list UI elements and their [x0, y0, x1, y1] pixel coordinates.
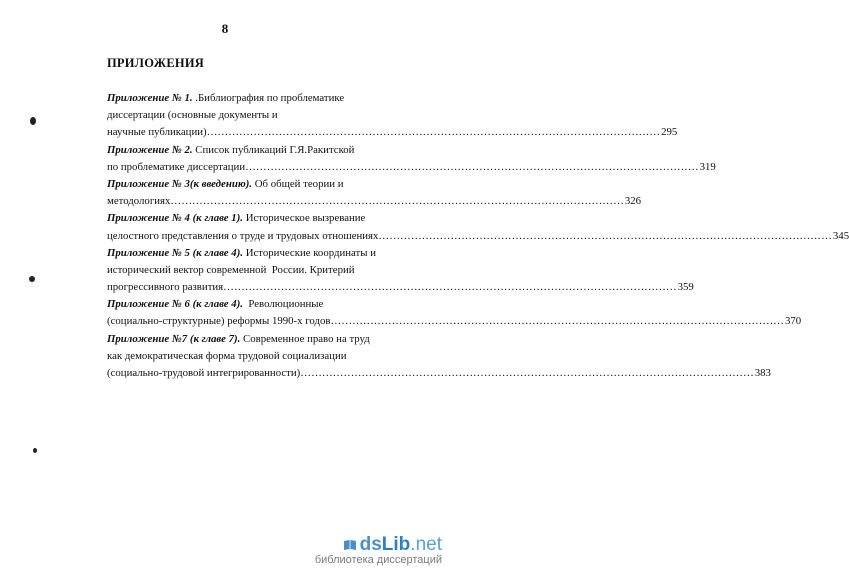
entry-text	[107, 210, 365, 227]
scan-speck	[30, 117, 36, 125]
entry-title-text: прогрессивного развития	[107, 281, 224, 294]
entry-text	[107, 124, 207, 141]
dot-leader: ………………………………………………………………………………………………………………	[300, 367, 754, 379]
entry-title-text: Список публикаций Г.Я.Ракитской	[192, 143, 355, 156]
entry-page-number: 370	[784, 315, 802, 328]
entry-title-text: по проблематике диссертации	[107, 160, 246, 173]
dot-leader: ………………………………………………………………………………………………………………	[245, 160, 699, 173]
appendix-ref: Приложение №7 (к главе 7).	[107, 332, 241, 345]
watermark-net: .net	[410, 534, 442, 555]
entry-line	[107, 348, 407, 365]
watermark-logo	[307, 534, 442, 578]
entry-line	[107, 228, 849, 245]
entry-text	[107, 142, 354, 159]
entry-title-text: (социально-структурные) реформы 1990-х годов	[107, 315, 331, 328]
entry-text	[107, 176, 344, 193]
entry-line	[107, 159, 716, 176]
dot-leader: ………………………………………………………………………………………………………………	[378, 229, 832, 242]
entry-title-text: .Библиография по проблематике	[192, 92, 345, 104]
appendix-entry	[107, 142, 716, 176]
entry-title-text: как демократическая форма трудовой социализации	[107, 349, 347, 362]
appendix-entry	[107, 90, 678, 142]
entry-line	[107, 365, 771, 382]
entry-text	[107, 365, 300, 382]
entry-line	[107, 245, 407, 262]
watermark-lib: Lib	[381, 534, 411, 555]
entry-title-text: методологиях	[107, 195, 171, 208]
appendix-entry	[107, 245, 694, 297]
appendix-ref: Приложение № 3(к введению).	[107, 177, 252, 190]
entry-line	[107, 279, 694, 296]
appendix-entry	[107, 296, 802, 330]
entry-title-text: диссертации (основные документы и	[107, 109, 278, 122]
entry-text	[107, 193, 170, 210]
entry-title-text: Исторические координаты и	[243, 246, 376, 259]
dot-leader: ………………………………………………………………………………………………………………	[206, 126, 661, 139]
entry-page-number: 295	[661, 126, 678, 139]
entry-line	[107, 90, 407, 107]
entry-title-text: Современное право на труд	[240, 332, 370, 345]
appendix-ref: Приложение № 5 (к главе 4).	[107, 246, 243, 259]
entry-text	[107, 348, 347, 365]
entry-line	[107, 124, 678, 141]
entry-line	[107, 142, 407, 159]
dot-leader: ………………………………………………………………………………………………………………	[170, 195, 624, 208]
page-number: 8	[221, 21, 229, 36]
entry-title-text: Революционные	[243, 298, 324, 311]
entry-line	[107, 296, 407, 313]
scan-speck	[29, 276, 35, 282]
entry-line	[107, 107, 407, 124]
entry-text	[107, 313, 330, 330]
entry-title-text: Историческое вызревание	[243, 212, 366, 225]
appendix-list	[107, 90, 849, 382]
entry-text	[107, 107, 278, 124]
entry-text	[107, 228, 378, 245]
appendix-ref: Приложение № 4 (к главе 1).	[107, 212, 243, 225]
dot-leader: ………………………………………………………………………………………………………………	[330, 315, 784, 328]
scan-speck	[33, 448, 37, 453]
entry-title-text: целостного представления о труде и трудовых отношениях	[107, 229, 379, 242]
entry-text	[107, 262, 355, 279]
appendix-entry	[107, 210, 849, 244]
entry-title-text: Об общей теории и	[252, 177, 344, 190]
entry-line	[107, 313, 802, 330]
watermark-caption: библиотека диссертаций	[314, 554, 442, 566]
entry-text	[107, 159, 245, 176]
appendix-entry	[107, 331, 771, 383]
entry-text	[107, 90, 344, 107]
entry-page-number: 319	[699, 160, 716, 173]
entry-line	[107, 262, 407, 279]
entry-text	[107, 296, 323, 313]
appendix-ref: Приложение № 1.	[107, 92, 193, 104]
entry-line	[107, 210, 407, 227]
entry-title-text: научные публикации)	[107, 126, 207, 139]
appendix-entry	[107, 176, 642, 210]
entry-page-number: 383	[754, 367, 771, 379]
dot-leader: ………………………………………………………………………………………………………………	[223, 281, 677, 294]
appendix-ref: Приложение № 6 (к главе 4).	[107, 298, 243, 311]
entry-page-number: 359	[677, 281, 694, 294]
entry-title-text: исторический вектор современной России. Критерий	[107, 263, 355, 276]
section-heading: ПРИЛОЖЕНИЯ	[107, 56, 204, 70]
entry-page-number: 345	[832, 229, 849, 242]
entry-line	[107, 193, 642, 210]
entry-text	[107, 279, 223, 296]
entry-title-text: (социально-трудовой интегрированности)	[107, 367, 301, 379]
entry-line	[107, 176, 407, 193]
book-icon	[343, 539, 357, 551]
watermark-ds: ds	[359, 534, 382, 555]
entry-line	[107, 331, 407, 348]
entry-text	[107, 245, 376, 262]
appendix-ref: Приложение № 2.	[107, 143, 193, 156]
entry-page-number: 326	[624, 195, 642, 208]
entry-text	[107, 331, 370, 348]
